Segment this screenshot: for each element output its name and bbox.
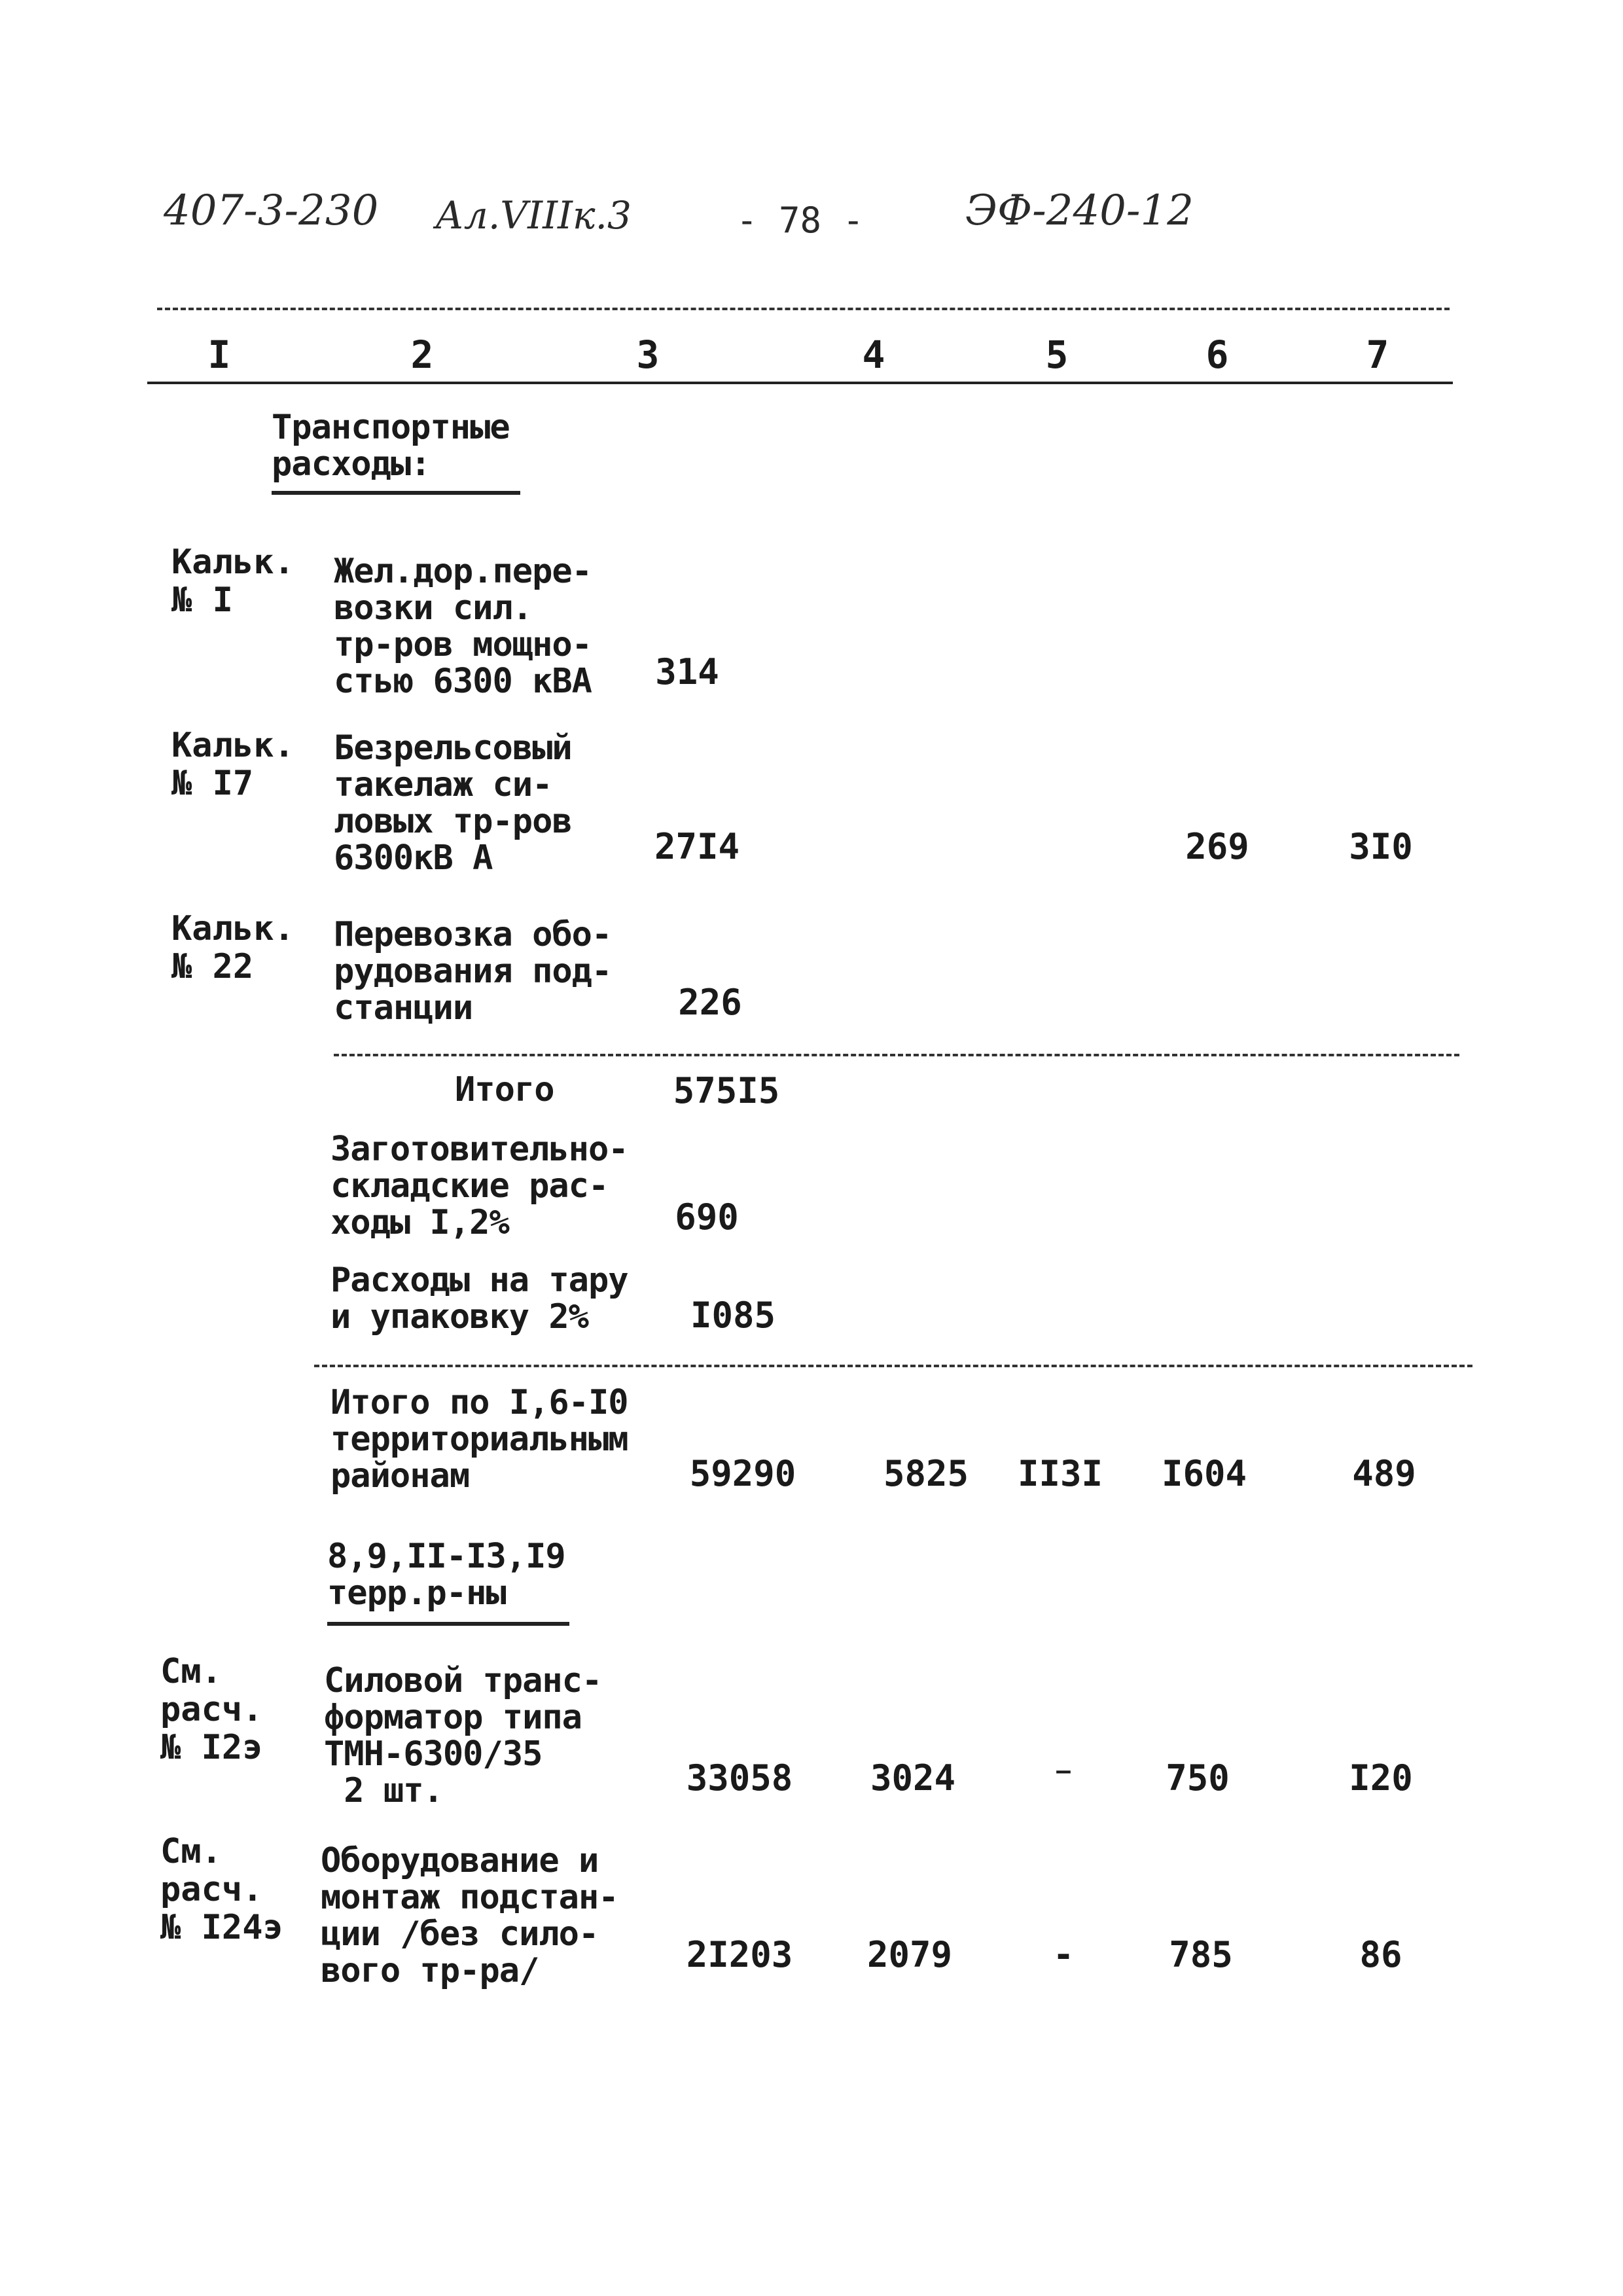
column-5-number: 5: [1045, 332, 1069, 377]
total-col7-value: 489: [1352, 1453, 1416, 1494]
header-rule-top: [157, 308, 1450, 310]
subtotal-label: Итого: [455, 1070, 554, 1109]
row-reference: Кальк. № 22: [171, 909, 294, 986]
row-col3-value: 314: [655, 651, 719, 692]
row-col3-value: 33058: [686, 1757, 793, 1799]
row-description: Оборудование и монтаж подстан- ции /без сило- вого тр-ра/: [321, 1841, 618, 1990]
row-col3-value: 2I203: [686, 1934, 793, 1975]
column-7-number: 7: [1366, 332, 1389, 377]
row-description: Перевозка обо- рудования под- станции: [334, 915, 612, 1028]
album-reference: Ал.VIIIк.3: [435, 193, 632, 238]
column-6-number: 6: [1205, 332, 1229, 377]
row-col5-value: -: [1052, 1934, 1075, 1975]
total-col6-value: I604: [1161, 1453, 1247, 1494]
header-rule-bottom: [147, 382, 1453, 384]
section2-title-underline: [327, 1622, 569, 1626]
row-description: Безрельсовый такелаж си- ловых тр-ров 6300кВ А: [334, 728, 572, 878]
page-number: - 78 -: [736, 200, 865, 241]
section-title-regions: 8,9,II-I3,I9 терр.р-ны: [327, 1537, 565, 1613]
column-3-number: 3: [636, 332, 660, 377]
column-2-number: 2: [410, 332, 434, 377]
column-4-number: 4: [862, 332, 885, 377]
stamp-code: ЭФ-240-12: [965, 187, 1194, 235]
row-col4-value: 2079: [866, 1934, 953, 1975]
total-col3-value: 59290: [689, 1453, 796, 1494]
total-col4-value: 5825: [883, 1453, 969, 1494]
row-col3-value: 27I4: [654, 826, 740, 867]
row-reference: Кальк. № I7: [171, 726, 294, 803]
column-1-number: I: [207, 332, 231, 377]
row-reference: Кальк. № I: [171, 543, 294, 620]
storage-description: Заготовительно- складские рас- ходы I,2%: [330, 1130, 628, 1242]
row-col6-value: 750: [1166, 1757, 1230, 1799]
row-col6-value: 269: [1185, 826, 1249, 867]
total-col5-value: II3I: [1017, 1453, 1103, 1494]
document-code: 407-3-230: [164, 187, 379, 235]
row-col6-value: 785: [1169, 1934, 1233, 1975]
row-col5-value: –: [1056, 1757, 1071, 1784]
packing-col3-value: I085: [690, 1295, 776, 1336]
row-reference: См. расч. № I2э: [160, 1652, 263, 1767]
section-title-underline: [272, 491, 520, 495]
packing-description: Расходы на тару и упаковку 2%: [330, 1261, 628, 1336]
row-description: Жел.дор.пере- возки сил. тр-ров мощно- стью 6300 кВА: [334, 552, 592, 701]
row-col4-value: 3024: [870, 1757, 956, 1799]
total-rule: [314, 1365, 1472, 1367]
storage-col3-value: 690: [675, 1196, 739, 1238]
section-title-transport: Транспортные расходы:: [272, 408, 510, 484]
row-col7-value: I20: [1349, 1757, 1413, 1799]
row-col7-value: 86: [1359, 1934, 1402, 1975]
row-reference: См. расч. № I24э: [160, 1832, 283, 1947]
row-col7-value: 3I0: [1349, 826, 1413, 867]
total-description: Итого по I,6-I0 территориальным районам: [330, 1383, 628, 1496]
subtotal-rule: [334, 1054, 1459, 1056]
subtotal-col3-value: 575I5: [673, 1070, 780, 1111]
row-col3-value: 226: [678, 982, 742, 1023]
row-description: Силовой транс- форматор типа ТМН-6300/35 2 шт.: [324, 1661, 602, 1810]
